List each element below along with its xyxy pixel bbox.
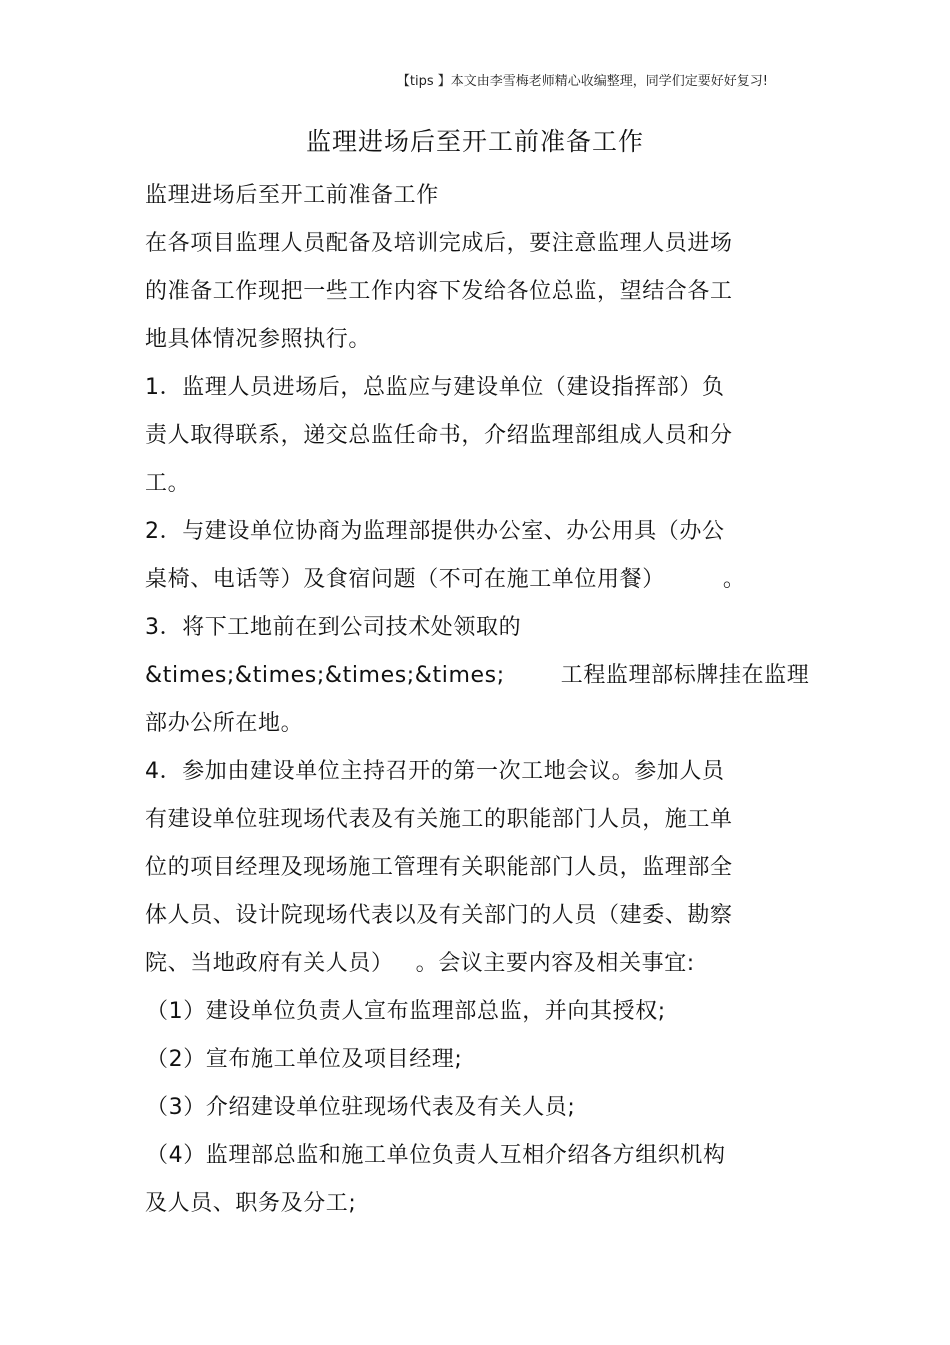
list-item: （4）监理部总监和施工单位负责人互相介绍各方组织机构 <box>146 1143 726 1168</box>
paragraph-line: 监理进场后至开工前准备工作 <box>145 183 439 208</box>
paragraph-line: 4．参加由建设单位主持召开的第一次工地会议。参加人员 <box>145 759 725 784</box>
paragraph-line <box>145 565 745 595</box>
paragraph-line: 1．监理人员进场后，总监应与建设单位（建设指挥部）负 <box>145 375 725 400</box>
list-item: （2）宣布施工单位及项目经理; <box>146 1047 463 1072</box>
paragraph-line <box>145 661 809 691</box>
paragraph-line: 在各项目监理人员配备及培训完成后，要注意监理人员进场 <box>145 231 733 256</box>
paragraph-line: 2．与建设单位协商为监理部提供办公室、办公用具（办公 <box>145 519 725 544</box>
line-segment: 。 <box>722 567 746 592</box>
paragraph-line: 的准备工作现把一些工作内容下发给各位总监，望结合各工 <box>145 279 733 304</box>
page-title: 监理进场后至开工前准备工作 <box>305 127 644 156</box>
list-item: （3）介绍建设单位驻现场代表及有关人员; <box>146 1095 576 1120</box>
line-segment: 。会议主要内容及相关事宜: <box>415 951 695 976</box>
paragraph-line: 工。 <box>145 471 191 496</box>
list-item: 及人员、职务及分工; <box>145 1191 357 1216</box>
paragraph-line: 体人员、设计院现场代表以及有关部门的人员（建委、勘察 <box>145 903 733 928</box>
paragraph-line <box>145 949 695 979</box>
list-item: （1）建设单位负责人宣布监理部总监，并向其授权; <box>146 999 666 1024</box>
tips-header: 【tips 】本文由李雪梅老师精心收编整理，同学们定要好好复习! <box>396 74 768 89</box>
paragraph-line: 位的项目经理及现场施工管理有关职能部门人员，监理部全 <box>145 855 733 880</box>
line-segment: 桌椅、电话等）及食宿问题（不可在施工单位用餐） <box>145 567 665 592</box>
line-segment: &times;&times;&times;&times; <box>145 663 505 688</box>
paragraph-line: 有建设单位驻现场代表及有关施工的职能部门人员，施工单 <box>145 807 733 832</box>
paragraph-line: 责人取得联系，递交总监任命书，介绍监理部组成人员和分 <box>145 423 733 448</box>
paragraph-line: 3．将下工地前在到公司技术处领取的 <box>145 615 522 640</box>
line-segment: 院、当地政府有关人员） <box>145 951 394 976</box>
paragraph-line: 部办公所在地。 <box>145 711 304 736</box>
line-segment: 工程监理部标牌挂在监理 <box>560 663 810 688</box>
paragraph-line: 地具体情况参照执行。 <box>145 327 372 352</box>
